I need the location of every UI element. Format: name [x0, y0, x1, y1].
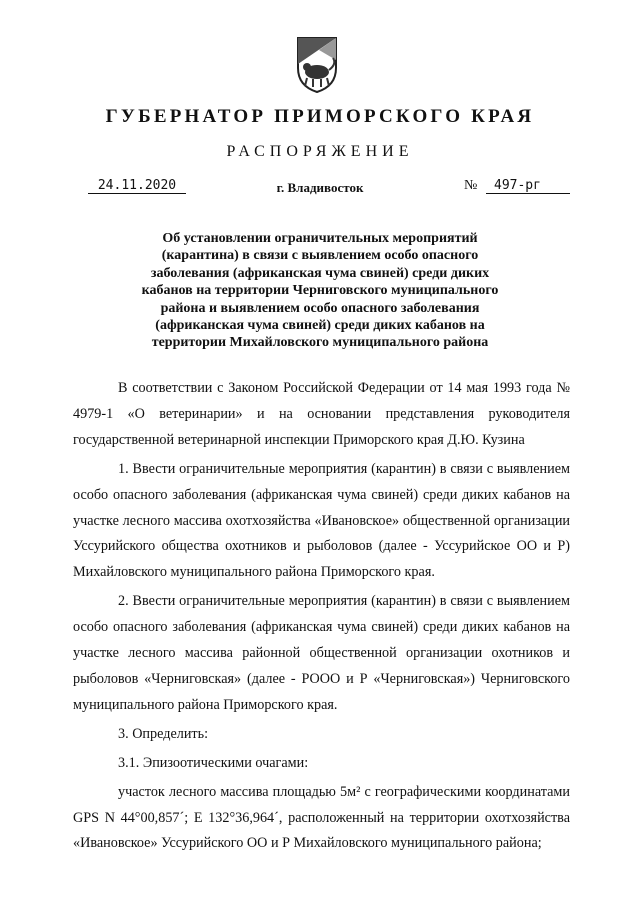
document-type: РАСПОРЯЖЕНИЕ [226, 143, 414, 160]
number-label: № [464, 178, 478, 193]
title-line: территории Михайловского муниципального района [151, 335, 489, 351]
authority-title: ГУБЕРНАТОР ПРИМОРСКОГО КРАЯ [105, 106, 535, 127]
title-line: кабанов на территории Черниговского муниципального [141, 283, 499, 299]
document-number: 497-рг [486, 178, 570, 194]
clause-2-paragraph: 2. Ввести ограничительные мероприятия (карантин) в связи с выявлением особо опасного заболевания (африканская чума свиней) среди диких кабанов на участке лесного массива районной общественной организации охотников и рыболовов «Черниговская» (далее - РООО и Р «Черниговская») Черниговского муниципального района Приморского края. [73, 593, 570, 713]
clause-3-paragraph: 3. Определить: [118, 725, 209, 742]
title-line: Об установлении ограничительных мероприятий [162, 231, 478, 246]
title-line: района и выявлением особо опасного заболевания [160, 300, 480, 316]
preamble-paragraph: В соответствии с Законом Российской Федерации от 14 мая 1993 года № 4979-1 «О ветеринарии» и на основании представления руководителя государственной ветеринарной инспекции Приморского края Д.Ю. Кузина [73, 380, 570, 448]
title-line: (карантина) в связи с выявлением особо опасного [161, 248, 479, 264]
title-line: (африканская чума свиней) среди диких кабанов на [155, 318, 485, 334]
document-body [73, 376, 570, 857]
document-city: г. Владивосток [276, 180, 364, 195]
clause-3-1-paragraph: 3.1. Эпизоотическими очагами: [118, 754, 309, 771]
document-date: 24.11.2020 [88, 178, 186, 194]
title-line: заболевания (африканская чума свиней) среди диких [150, 265, 490, 281]
clause-1-paragraph: 1. Ввести ограничительные мероприятия (карантин) в связи с выявлением особо опасного заболевания (африканская чума свиней) среди диких кабанов на участке лесного массива охотхозяйства «Ивановское» общественной организации Уссурийского общества охотников и рыболовов (далее - Уссурийское ОО и Р) Михайловского муниципального района Приморского края. [73, 460, 570, 581]
outbreak-site-paragraph: участок лесного массива площадью 5м² с географическими координатами GPS N 44°00,857´; Е 132°36,964´, расположенный на территории охотхозяйства «Ивановское» Уссурийского ОО и Р Михайловского муниципального района; [73, 783, 570, 852]
coat-of-arms-icon [293, 34, 341, 94]
document-title [120, 230, 520, 352]
